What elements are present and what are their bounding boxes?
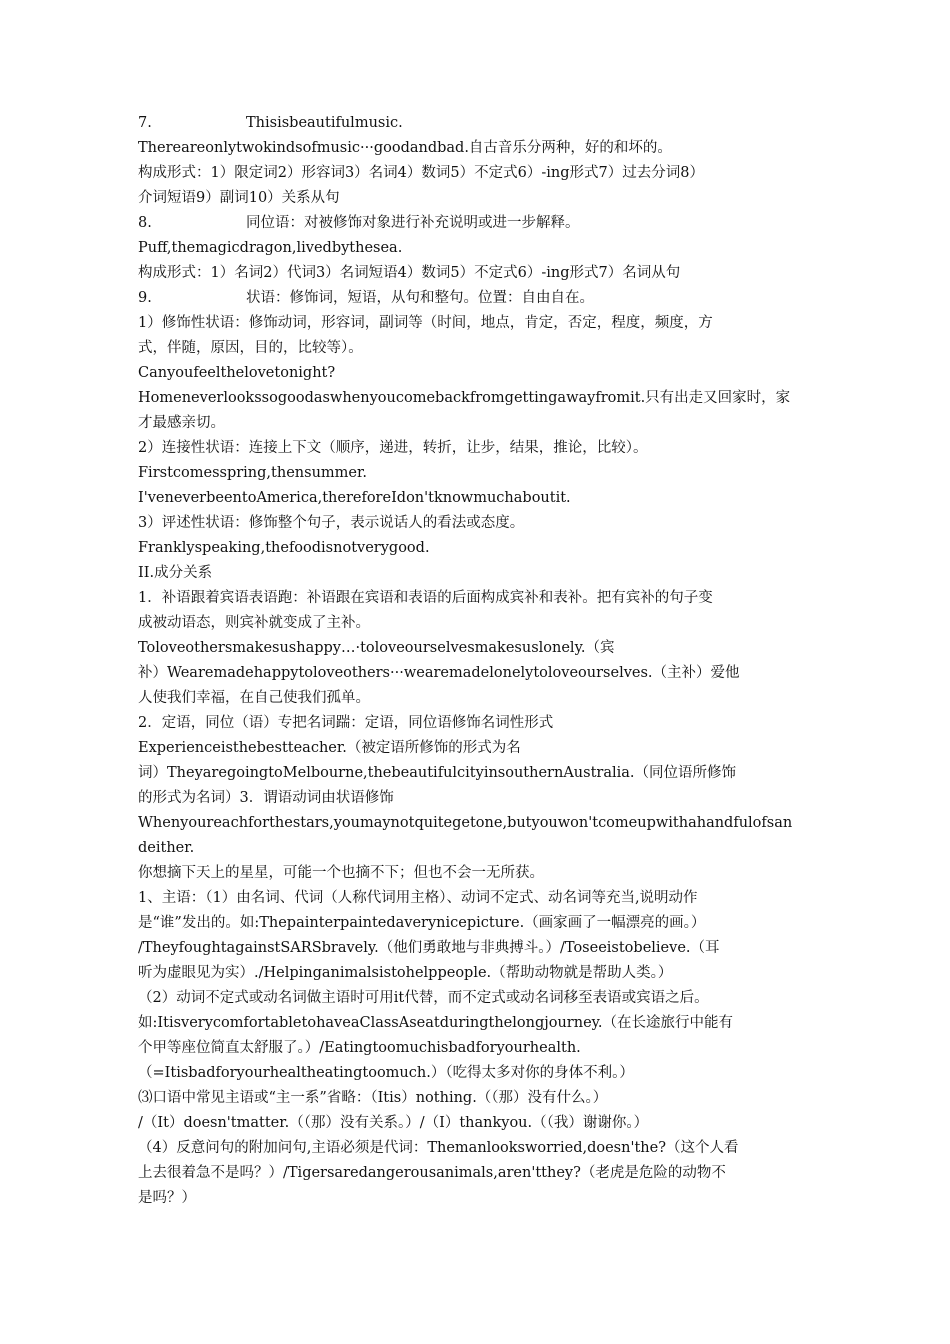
paragraph-line: Toloveothersmakesushappy…·toloveourselvesmakesuslonely.（宾 (138, 640, 615, 656)
paragraph-line: 你想摘下天上的星星，可能一个也摘不下；但也不会一无所获。 (138, 865, 544, 881)
item-number: 9. (138, 290, 152, 306)
item-text: 同位语：对被修饰对象进行补充说明或进一步解释。 (246, 215, 580, 231)
item-8 (138, 211, 816, 236)
paragraph-line: 人使我们幸福，在自己使我们孤单。 (138, 690, 370, 706)
paragraph-line: Whenyoureachforthestars,youmaynotquitegetone,butyouwon'tcomeupwithahandfulofsan (138, 815, 793, 831)
paragraph-line: Puff,themagicdragon,livedbythesea. (138, 240, 403, 256)
item-text: Thisisbeautifulmusic. (246, 115, 403, 131)
paragraph-line: （=Itisbadforyourhealtheatingtoomuch.）（吃得太多对你的身体不利。） (138, 1065, 634, 1081)
paragraph-line: deither. (138, 840, 195, 856)
paragraph-line: 2）连接性状语：连接上下文（顺序，递进，转折，让步，结果，推论，比较）。 (138, 440, 648, 456)
item-text: 状语：修饰词，短语，从句和整句。位置：自由自在。 (246, 290, 594, 306)
paragraph-line: 是“谁”发出的。如:Thepainterpaintedaverynicepicture.（画家画了一幅漂亮的画。） (138, 915, 706, 931)
paragraph-line: 1、主语：（1）由名词、代词（人称代词用主格）、动词不定式、动名词等充当,说明动作 (138, 890, 698, 906)
paragraph-line: Thereareonlytwokindsofmusic···goodandbad.自古音乐分两种，好的和坏的。 (138, 140, 672, 156)
item-7 (138, 111, 816, 136)
paragraph-line: 构成形式：1）限定词2）形容词3）名词4）数词5）不定式6）-ing形式7）过去分词8） (138, 165, 704, 181)
paragraph-line: 词）TheyaregoingtoMelbourne,thebeautifulcityinsouthernAustralia.（同位语所修饰 (138, 765, 737, 781)
paragraph-line: /TheyfoughtagainstSARSbravely.（他们勇敢地与非典搏斗。）/Toseeistobelieve.（耳 (138, 940, 720, 956)
paragraph-line: 构成形式：1）名词2）代词3）名词短语4）数词5）不定式6）-ing形式7）名词从句 (138, 265, 681, 281)
paragraph-line: 3）评述性状语：修饰整个句子，表示说话人的看法或态度。 (138, 515, 525, 531)
paragraph-line: 的形式为名词）3．谓语动词由状语修饰 (138, 790, 394, 806)
paragraph-line: 1）修饰性状语：修饰动词，形容词，副词等（时间，地点，肯定，否定，程度，频度，方 (138, 315, 713, 331)
paragraph-line: Homeneverlookssogoodaswhenyoucomebackfromgettingawayfromit.只有出走又回家时，家 (138, 390, 791, 406)
paragraph-line: 1．补语跟着宾语表语跑：补语跟在宾语和表语的后面构成宾补和表补。把有宾补的句子变 (138, 590, 713, 606)
paragraph-line: Franklyspeaking,thefoodisnotverygood. (138, 540, 430, 556)
paragraph-line: 介词短语9）副词10）关系从句 (138, 190, 340, 206)
paragraph-line: 是吗？） (138, 1190, 196, 1206)
paragraph-line: 如:ItisverycomfortabletohaveaClassAseatduringthelongjourney.（在长途旅行中能有 (138, 1015, 734, 1031)
paragraph-line: Experienceisthebestteacher.（被定语所修饰的形式为名 (138, 740, 521, 756)
paragraph-line: /（It）doesn'tmatter.（（那）没有关系。）/（I）thankyou.（（我）谢谢你。） (138, 1115, 649, 1131)
paragraph-line: 个甲等座位简直太舒服了。）/Eatingtoomuchisbadforyourhealth. (138, 1040, 581, 1056)
item-9 (138, 286, 816, 311)
paragraph-line: Firstcomesspring,thensummer. (138, 465, 367, 481)
paragraph-line: 2．定语，同位（语）专把名词踹：定语，同位语修饰名词性形式 (138, 715, 554, 731)
paragraph-line: 成被动语态，则宾补就变成了主补。 (138, 615, 370, 631)
paragraph-line: Canyoufeelthelovetonight? (138, 365, 336, 381)
paragraph-line: 上去很着急不是吗？）/Tigersaredangerousanimals,aren'tthey?（老虎是危险的动物不 (138, 1165, 726, 1181)
document-page (138, 111, 816, 1211)
paragraph-line: ⑶口语中常见主语或“主一系”省略：（Itis）nothing.（（那）没有什么。） (138, 1090, 608, 1106)
paragraph-line: （4）反意问句的附加问句,主语必须是代词：Themanlooksworried,doesn'the?（这个人看 (138, 1140, 739, 1156)
paragraph-line: 式，伴随，原因，目的，比较等）。 (138, 340, 363, 356)
paragraph-line: 听为虚眼见为实）./Helpinganimalsistohelppeople.（帮助动物就是帮助人类。） (138, 965, 673, 981)
paragraph-line: 才最感亲切。 (138, 415, 225, 431)
item-number: 8. (138, 215, 152, 231)
section-heading: II.成分关系 (138, 565, 213, 581)
paragraph-line: 补）Wearemadehappytoloveothers···wearemadelonelytoloveourselves.（主补）爱他 (138, 665, 740, 681)
paragraph-line: （2）动词不定式或动名词做主语时可用it代替，而不定式或动名词移至表语或宾语之后。 (138, 990, 709, 1006)
paragraph-line: I'veneverbeentoAmerica,thereforeIdon'tknowmuchaboutit. (138, 490, 571, 506)
item-number: 7. (138, 115, 152, 131)
